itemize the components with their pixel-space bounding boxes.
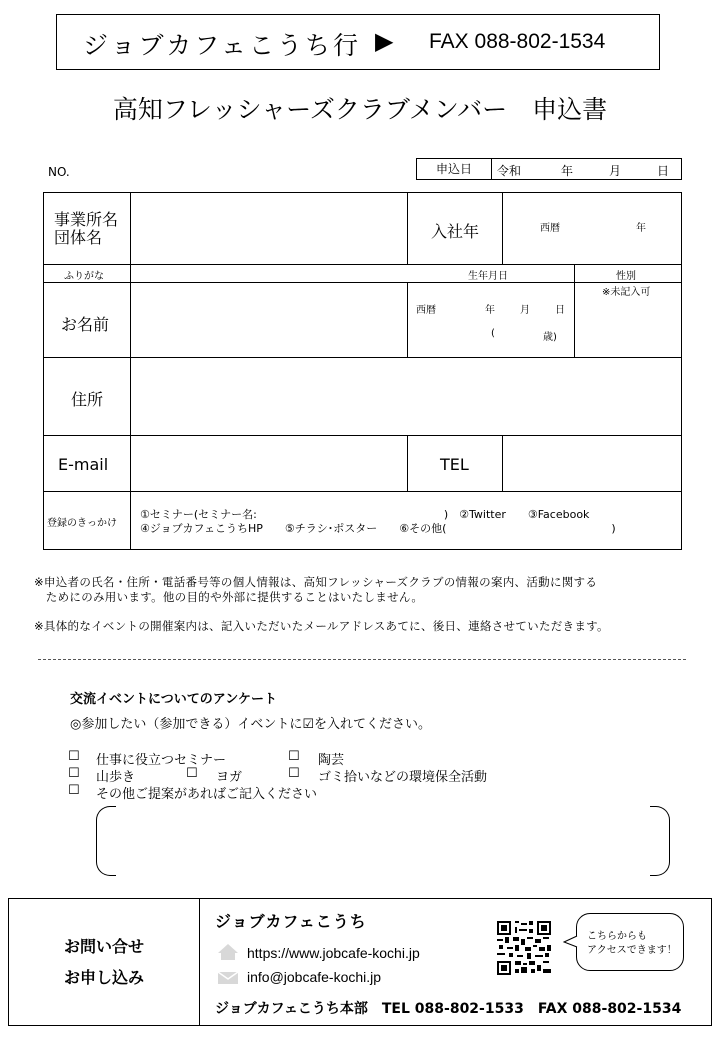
checkbox-hiking[interactable]: ☐ xyxy=(68,766,80,781)
suggestion-field[interactable] xyxy=(118,808,648,874)
survey-title: 交流イベントについてのアンケート xyxy=(70,692,277,707)
col-divider xyxy=(407,193,408,264)
checkbox-cleanup[interactable]: ☐ xyxy=(288,766,300,781)
join-year-era: 西暦 xyxy=(540,223,560,234)
qr-code[interactable] xyxy=(497,921,551,975)
suggestion-bracket-right xyxy=(650,806,670,876)
date-era: 令和 xyxy=(497,164,522,178)
suggestion-bracket-left xyxy=(96,806,116,876)
checkbox-pottery[interactable]: ☐ xyxy=(288,749,300,764)
survey-instruction: ◎参加したい（参加できる）イベントに☑を入れてください。 xyxy=(70,717,431,732)
cut-line-divider xyxy=(38,659,686,660)
destination-label: ジョブカフェこうち行 xyxy=(83,31,362,60)
website-link[interactable]: https://www.jobcafe-kochi.jp xyxy=(247,945,420,961)
date-year: 年 xyxy=(561,164,574,178)
email-field[interactable] xyxy=(132,436,406,490)
no-label: NO. xyxy=(48,165,70,179)
furigana-label: ふりがな xyxy=(64,271,104,282)
privacy-note-line2: ためにのみ用います。他の目的や外部に提供することはいたしません。 xyxy=(34,590,424,604)
birth-year: 年 xyxy=(485,305,495,316)
furigana-field[interactable] xyxy=(132,265,406,281)
company-label-line2: 団体名 xyxy=(54,228,103,247)
contact-footer xyxy=(8,898,712,1026)
bubble-line2: アクセスできます！ xyxy=(587,945,677,956)
col-divider xyxy=(574,264,575,357)
date-label: 申込日 xyxy=(417,159,492,179)
company-label xyxy=(54,211,118,247)
birth-month: 月 xyxy=(520,305,530,316)
tel-label: TEL xyxy=(440,455,469,474)
birth-label: 生年月日 xyxy=(468,271,508,282)
application-form-table xyxy=(43,192,682,550)
home-icon xyxy=(217,943,239,965)
headquarters-contact: ジョブカフェこうち本部 TEL 088-802-1533 FAX 088-802-1534 xyxy=(215,1001,682,1017)
fax-destination-box xyxy=(56,14,660,70)
gender-note: ※未記入可 xyxy=(602,287,651,298)
age-open: ( xyxy=(491,328,495,339)
address-field[interactable] xyxy=(132,359,680,434)
reason-label: 登録のきっかけ xyxy=(47,518,117,529)
label-column-divider xyxy=(130,193,131,549)
age-close: 歳) xyxy=(543,332,557,343)
option-seminar: 仕事に役立つセミナー xyxy=(96,753,227,768)
option-cleanup: ゴミ拾いなどの環境保全活動 xyxy=(318,770,488,785)
col-divider xyxy=(502,435,503,491)
name-label: お名前 xyxy=(61,315,110,334)
privacy-note-line1: ※申込者の氏名・住所・電話番号等の個人情報は、高知フレッシャーズクラブの情報の案内、活動に関する xyxy=(34,575,598,589)
checkbox-seminar[interactable]: ☐ xyxy=(68,749,80,764)
checkbox-other[interactable]: ☐ xyxy=(68,783,80,798)
option-pottery: 陶芸 xyxy=(318,753,345,768)
option-yoga: ヨガ xyxy=(216,770,243,785)
email-label: E-mail xyxy=(58,455,109,474)
address-label: 住所 xyxy=(71,390,104,409)
birth-era: 西暦 xyxy=(416,305,436,316)
mail-icon xyxy=(217,970,239,989)
bubble-line1: こちらからも xyxy=(587,931,647,942)
col-divider xyxy=(407,282,408,357)
brand-name: ジョブカフェこうち xyxy=(215,912,367,931)
company-field[interactable] xyxy=(132,194,406,263)
fax-number: FAX 088-802-1534 xyxy=(429,30,606,53)
name-field[interactable] xyxy=(132,283,406,356)
checkbox-yoga[interactable]: ☐ xyxy=(186,766,198,781)
option-hiking: 山歩き xyxy=(96,770,136,785)
apply-label: お申し込み xyxy=(63,968,144,987)
col-divider xyxy=(407,435,408,491)
footer-divider xyxy=(199,899,200,1025)
application-date-box[interactable] xyxy=(416,158,682,180)
company-label-line1: 事業所名 xyxy=(54,210,119,229)
date-month: 月 xyxy=(609,164,622,178)
reason-options-line1: ①セミナー(セミナー名: ) ②Twitter ③Facebook xyxy=(140,508,590,521)
join-year-unit: 年 xyxy=(636,223,646,234)
reason-options-line2: ④ジョブカフェこうちHP ⑤チラシ･ポスター ⑥その他( ) xyxy=(140,522,616,535)
bubble-tail-icon xyxy=(563,935,578,949)
row-divider xyxy=(44,357,681,358)
page-title: 高知フレッシャーズクラブメンバー 申込書 xyxy=(112,95,608,124)
arrow-icon: ▶ xyxy=(375,27,394,55)
option-other: その他ご提案があればご記入ください xyxy=(96,787,318,802)
birth-day: 日 xyxy=(555,305,565,316)
access-speech-bubble xyxy=(576,913,684,971)
date-day: 日 xyxy=(657,164,670,178)
tel-field[interactable] xyxy=(504,436,680,490)
row-divider xyxy=(44,491,681,492)
join-year-label: 入社年 xyxy=(431,222,480,241)
email-link[interactable]: info@jobcafe-kochi.jp xyxy=(247,969,382,985)
contact-label: お問い合せ xyxy=(63,937,144,956)
gender-label: 性別 xyxy=(616,271,636,282)
col-divider xyxy=(502,193,503,264)
event-note: ※具体的なイベントの開催案内は、記入いただいたメールアドレスあてに、後日、連絡させていただきます。 xyxy=(34,619,609,633)
